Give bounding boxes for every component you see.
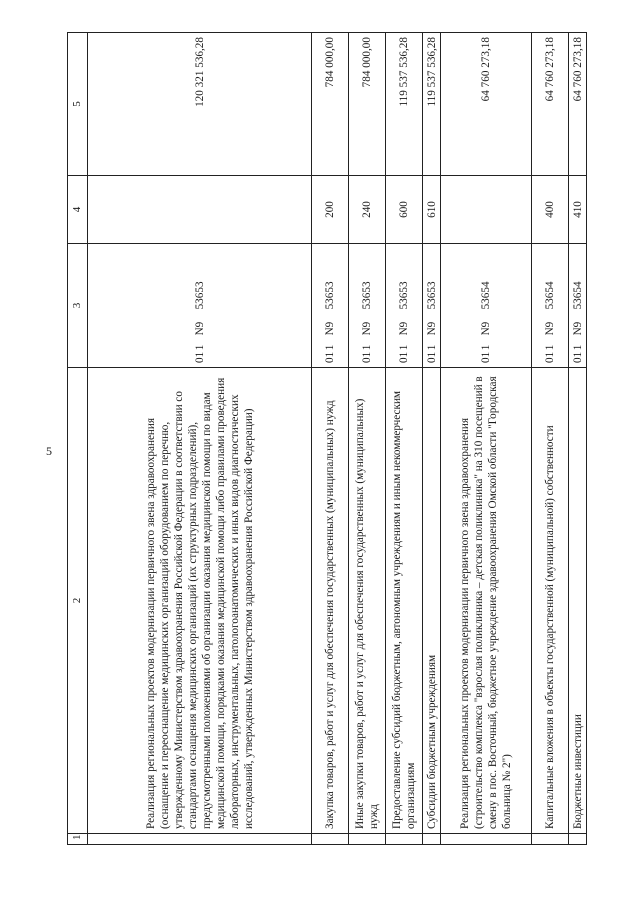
code-cell: 01 1 N953653 <box>349 244 386 368</box>
budget-table-sheet <box>67 33 584 845</box>
sum-cell: 119 537 536,28 <box>386 33 423 176</box>
sum-cell: 119 537 536,28 <box>423 33 441 176</box>
column-header-4: 4 <box>68 176 88 244</box>
page-number: 5 <box>46 444 52 458</box>
code-cell: 01 1 N953654 <box>569 244 587 368</box>
row-number-cell <box>312 834 349 845</box>
expense-type-cell <box>441 176 532 244</box>
sum-cell: 784 000,00 <box>312 33 349 176</box>
header-row <box>68 33 88 845</box>
expense-type-cell: 240 <box>349 176 386 244</box>
expense-type-cell: 610 <box>423 176 441 244</box>
column-header-1: 1 <box>68 834 88 845</box>
description-cell: Реализация региональных проектов модернизации первичного звена здравоохранения (строительство комплекса "взрослая поликлиника – детская поликлиника" на 310 посещений в смену в пос. Восточный, бюджетное учреждение здравоохранения Омской области "Городская больница № 2") <box>441 368 532 834</box>
sum-cell: 64 760 273,18 <box>441 33 532 176</box>
row-number-cell <box>441 834 532 845</box>
expense-type-cell: 200 <box>312 176 349 244</box>
expense-type-cell: 410 <box>569 176 587 244</box>
sum-cell: 64 760 273,18 <box>569 33 587 176</box>
description-cell: Предоставление субсидий бюджетным, автономным учреждениям и иным некоммерческим организациям <box>386 368 423 834</box>
description-cell: Субсидии бюджетным учреждениям <box>423 368 441 834</box>
table-row <box>349 33 386 845</box>
table-row <box>312 33 349 845</box>
sum-cell: 120 321 536,28 <box>88 33 312 176</box>
budget-table <box>67 32 587 845</box>
row-number-cell <box>569 834 587 845</box>
row-number-cell <box>423 834 441 845</box>
code-cell: 01 1 N953654 <box>441 244 532 368</box>
expense-type-cell: 400 <box>532 176 569 244</box>
code-cell: 01 1 N953653 <box>88 244 312 368</box>
expense-type-cell <box>88 176 312 244</box>
table-row <box>386 33 423 845</box>
row-number-cell <box>386 834 423 845</box>
table-row <box>423 33 441 845</box>
code-cell: 01 1 N953654 <box>532 244 569 368</box>
row-number-cell <box>349 834 386 845</box>
code-cell: 01 1 N953653 <box>423 244 441 368</box>
description-cell: Реализация региональных проектов модернизации первичного звена здравоохранения (оснащение и переоснащение медицинских организаций оборудованием по перечню, утвержденному Министерством здравоохранения Российской Федерации в соответствии со стандартами оснащения медицинских организаций (их структурных подразделений), предусмотренными положениями об организации оказания медицинской помощи по видам медицинской помощи, порядками оказания медицинской помощи либо правилами проведения лабораторных, инструментальных, патологоанатомических и иных видов диагностических исследований, утвержденных Министерством здравоохранения Российской Федерации) <box>88 368 312 834</box>
column-header-3: 3 <box>68 244 88 368</box>
description-cell: Иные закупки товаров, работ и услуг для обеспечения государственных (муниципальных) нужд <box>349 368 386 834</box>
code-cell: 01 1 N953653 <box>386 244 423 368</box>
row-number-cell <box>532 834 569 845</box>
table-row <box>569 33 587 845</box>
description-cell: Закупка товаров, работ и услуг для обеспечения государственных (муниципальных) нужд <box>312 368 349 834</box>
code-cell: 01 1 N953653 <box>312 244 349 368</box>
sum-cell: 784 000,00 <box>349 33 386 176</box>
description-cell: Капитальные вложения в объекты государственной (муниципальной) собственности <box>532 368 569 834</box>
column-header-5: 5 <box>68 33 88 176</box>
description-cell: Бюджетные инвестиции <box>569 368 587 834</box>
sum-cell: 64 760 273,18 <box>532 33 569 176</box>
table-row <box>532 33 569 845</box>
column-header-2: 2 <box>68 368 88 834</box>
table-row <box>441 33 532 845</box>
row-number-cell <box>88 834 312 845</box>
expense-type-cell: 600 <box>386 176 423 244</box>
table-row <box>88 33 312 845</box>
